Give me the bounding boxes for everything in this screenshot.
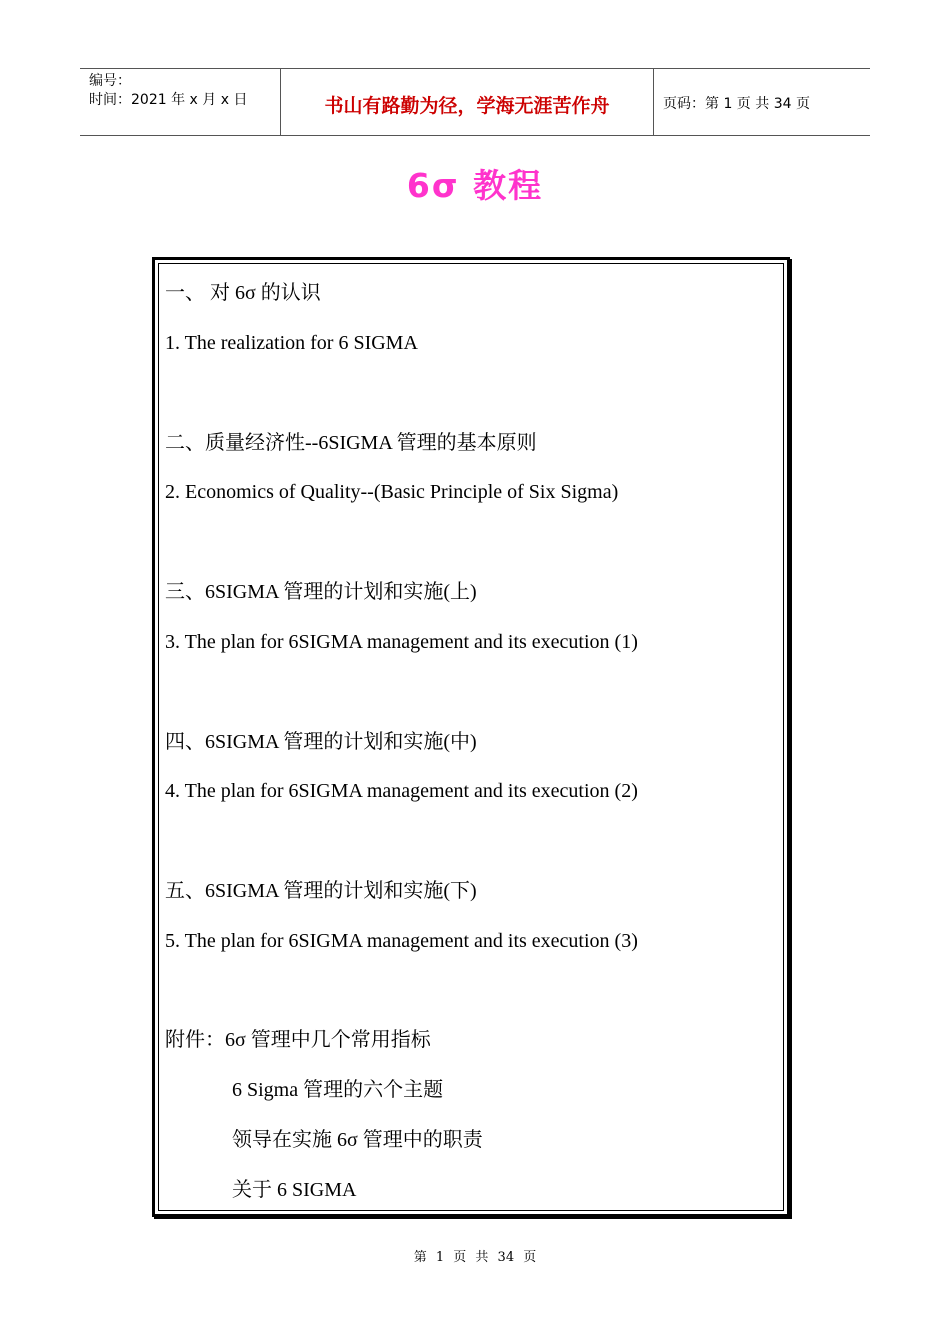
document-title: 6σ 教程 <box>406 166 544 205</box>
table-of-contents <box>152 257 790 1217</box>
time-label: 时间：2021 年 x 月 x 日 <box>89 92 248 108</box>
toc-item: 领导在实施 6σ 管理中的职责 <box>232 1129 483 1151</box>
page-header <box>80 68 870 136</box>
header-page-info: 页码：第 1 页 共 34 页 <box>663 96 810 112</box>
toc-item: 五、6SIGMA 管理的计划和实施(下) <box>165 880 477 902</box>
header-meta <box>80 69 281 135</box>
toc-item: 6 Sigma 管理的六个主题 <box>232 1079 444 1101</box>
toc-item: 关于 6 SIGMA <box>232 1179 357 1201</box>
toc-item: 二、质量经济性--6SIGMA 管理的基本原则 <box>165 432 537 454</box>
page-footer: 第 1 页 共 34 页 <box>413 1250 537 1265</box>
toc-item: 四、6SIGMA 管理的计划和实施(中) <box>165 731 477 753</box>
header-motto: 书山有路勤为径，学海无涯苦作舟 <box>281 69 654 135</box>
toc-item: 2. Economics of Quality--(Basic Principle of Six Sigma) <box>165 481 619 503</box>
toc-item: 三、6SIGMA 管理的计划和实施(上) <box>165 581 477 603</box>
toc-item: 4. The plan for 6SIGMA management and its execution (2) <box>165 780 638 802</box>
toc-item: 一、 对 6σ 的认识 <box>165 282 321 304</box>
toc-item: 附件：6σ 管理中几个常用指标 <box>165 1029 431 1051</box>
toc-item: 3. The plan for 6SIGMA management and its execution (1) <box>165 631 638 653</box>
toc-item: 5. The plan for 6SIGMA management and its execution (3) <box>165 930 638 952</box>
number-label: 编号： <box>89 73 131 89</box>
toc-item: 1. The realization for 6 SIGMA <box>165 332 418 354</box>
